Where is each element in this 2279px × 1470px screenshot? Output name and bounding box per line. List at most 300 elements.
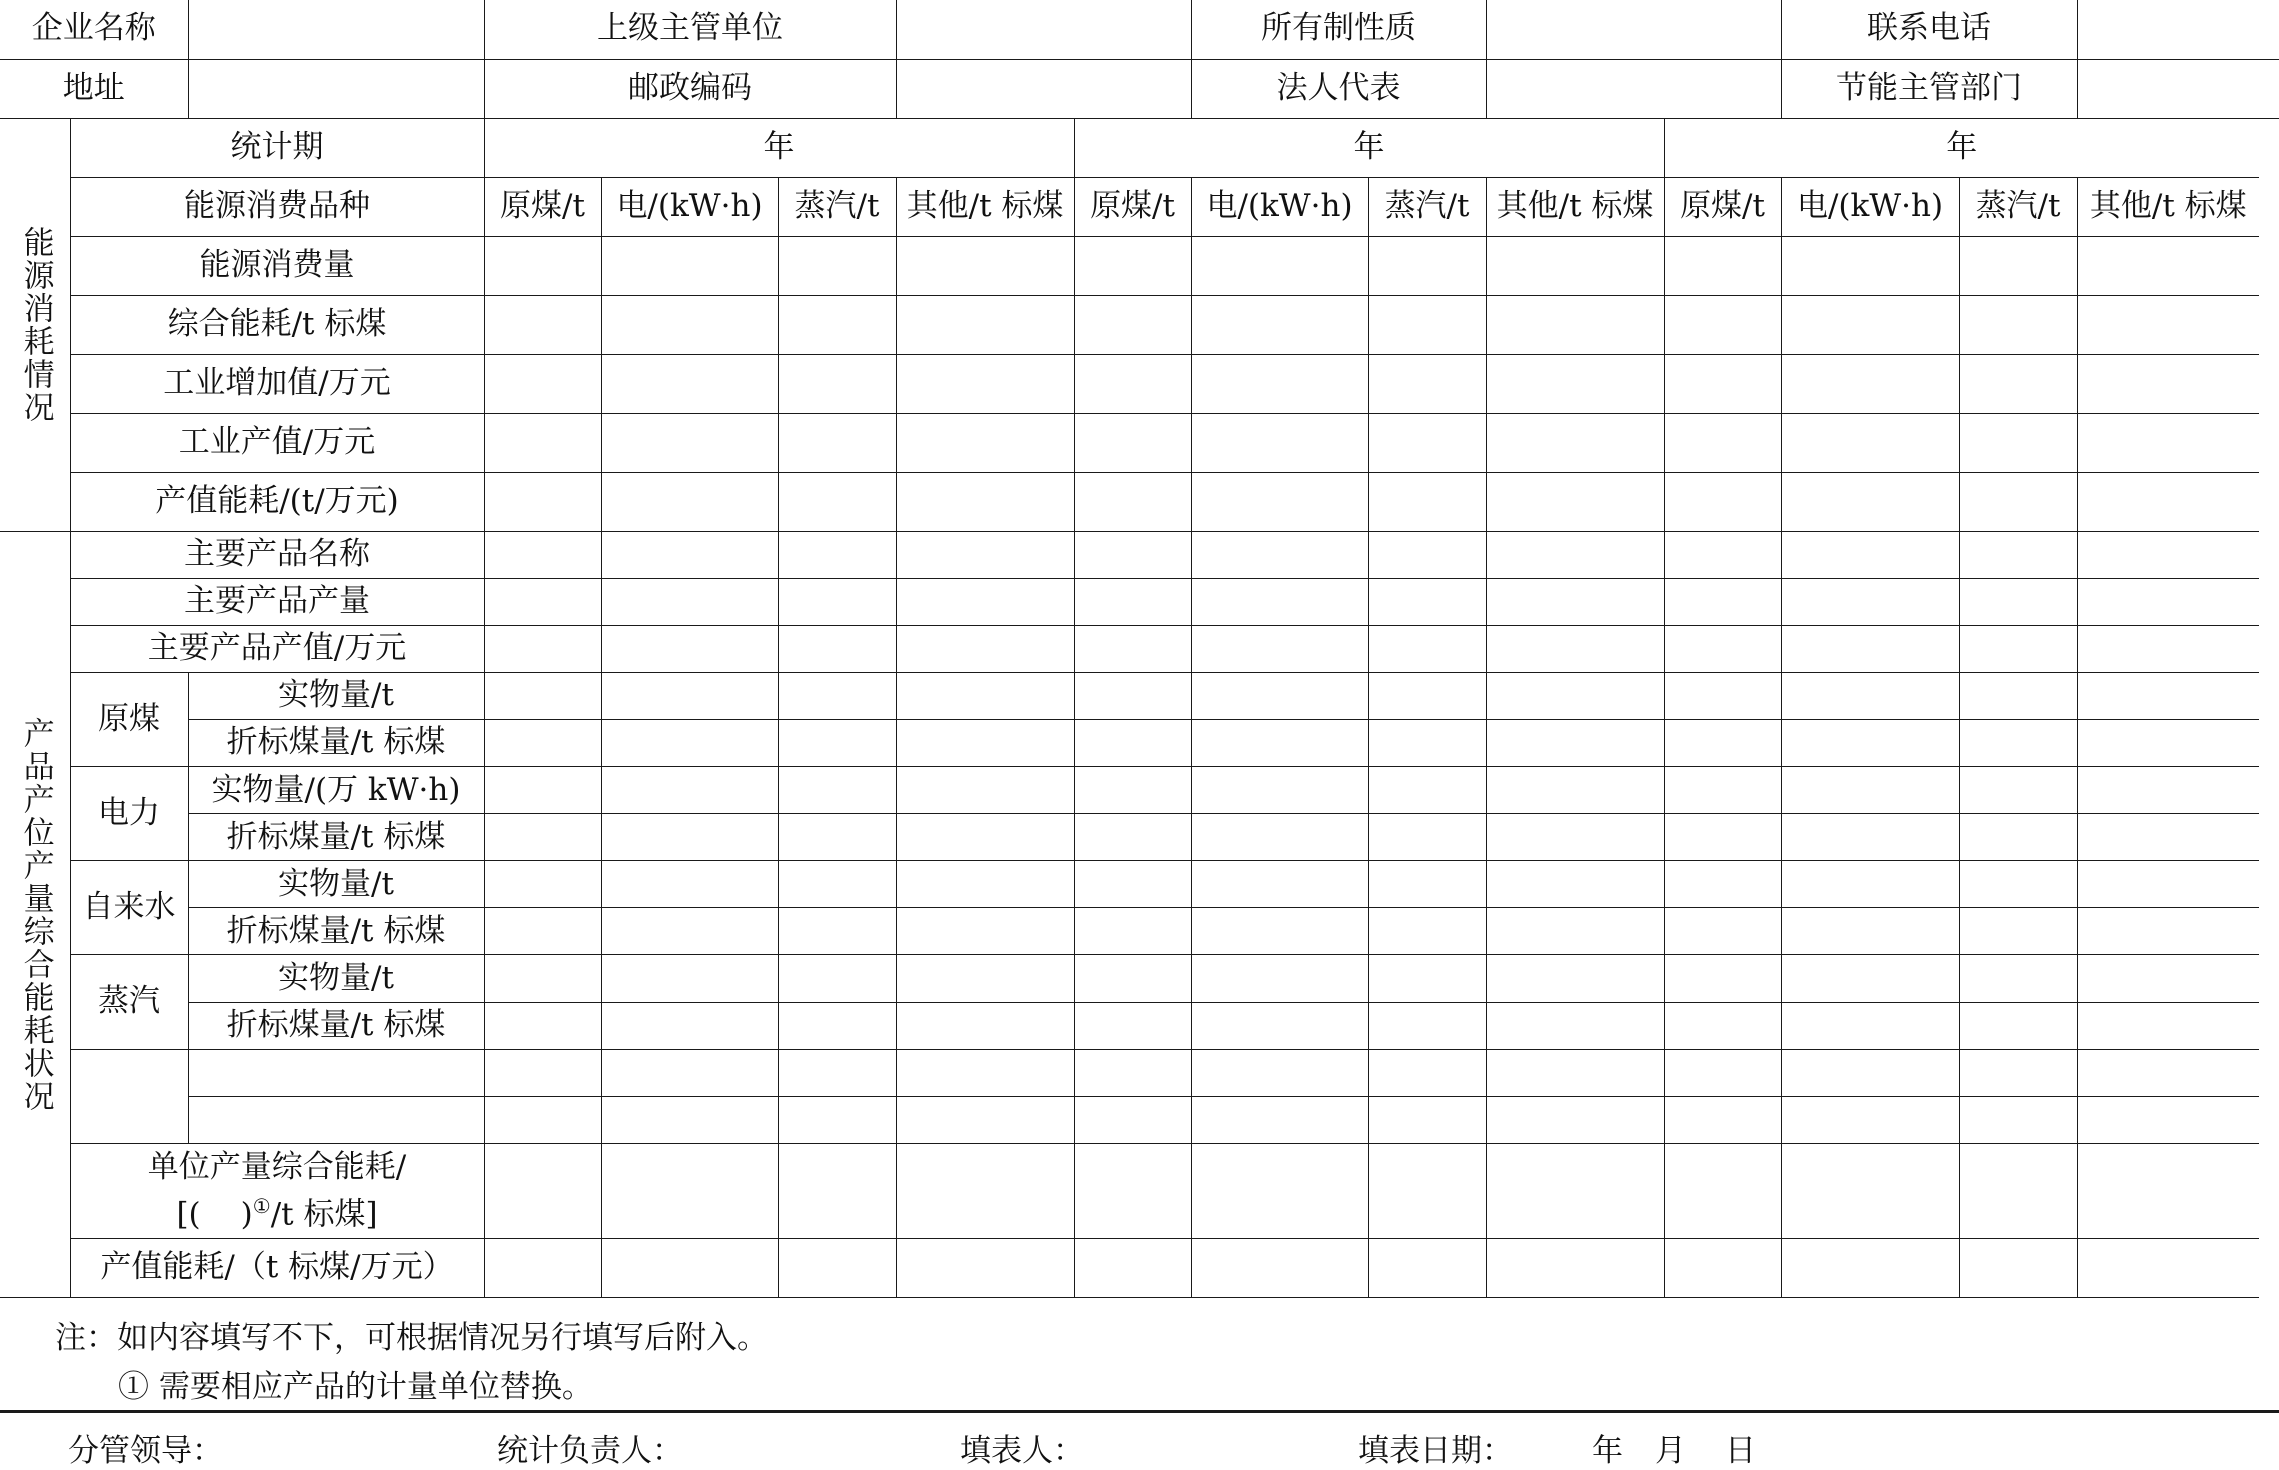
- data-cell[interactable]: [484, 908, 601, 955]
- data-cell[interactable]: [778, 1049, 896, 1096]
- item-physical-quantity: 实物量/t: [188, 955, 484, 1002]
- data-cell[interactable]: [896, 236, 1074, 295]
- data-cell[interactable]: [601, 579, 778, 626]
- data-cell[interactable]: [1368, 720, 1486, 767]
- energy-dept-label: 节能主管部门: [1781, 59, 2077, 118]
- data-cell[interactable]: [2077, 955, 2259, 1002]
- data-cell[interactable]: [896, 532, 1074, 579]
- period-year-2: 年: [1074, 118, 1664, 177]
- data-cell[interactable]: [601, 1143, 778, 1238]
- data-cell[interactable]: [1368, 1096, 1486, 1143]
- data-cell[interactable]: [2077, 861, 2259, 908]
- data-cell[interactable]: [1074, 908, 1191, 955]
- data-cell[interactable]: [2077, 720, 2259, 767]
- data-cell[interactable]: [778, 955, 896, 1002]
- data-cell[interactable]: [601, 767, 778, 814]
- data-cell[interactable]: [1486, 1143, 1664, 1238]
- data-cell[interactable]: [1368, 626, 1486, 673]
- data-cell[interactable]: [484, 673, 601, 720]
- data-cell[interactable]: [1486, 532, 1664, 579]
- table-row: [0, 579, 2279, 626]
- data-cell[interactable]: [1664, 413, 1781, 472]
- data-cell[interactable]: [1486, 908, 1664, 955]
- item-blank[interactable]: [188, 1049, 484, 1096]
- data-cell[interactable]: [1959, 908, 2077, 955]
- data-cell[interactable]: [1664, 1049, 1781, 1096]
- data-cell[interactable]: [1074, 473, 1191, 532]
- data-cell[interactable]: [896, 673, 1074, 720]
- data-cell[interactable]: [778, 354, 896, 413]
- data-cell[interactable]: [484, 720, 601, 767]
- row-label-value-consumption: 产值能耗/（t 标煤/万元）: [70, 1238, 484, 1297]
- table-row: [0, 861, 2279, 908]
- data-cell[interactable]: [1074, 295, 1191, 354]
- data-cell[interactable]: [601, 236, 778, 295]
- data-cell[interactable]: [1959, 814, 2077, 861]
- data-cell[interactable]: [1486, 955, 1664, 1002]
- variety-label: 能源消费品种: [70, 177, 484, 236]
- data-cell[interactable]: [1074, 532, 1191, 579]
- data-cell[interactable]: [2077, 354, 2259, 413]
- item-standard-coal: 折标煤量/t 标煤: [188, 720, 484, 767]
- data-cell[interactable]: [778, 626, 896, 673]
- data-cell[interactable]: [1959, 673, 2077, 720]
- date-month: 月: [1655, 1433, 1686, 1469]
- data-cell[interactable]: [484, 626, 601, 673]
- data-cell[interactable]: [2077, 1238, 2259, 1297]
- data-cell[interactable]: [1959, 579, 2077, 626]
- data-cell[interactable]: [1959, 955, 2077, 1002]
- row-label-industrial-added-value: 工业增加值/万元: [70, 354, 484, 413]
- data-cell[interactable]: [601, 473, 778, 532]
- data-cell[interactable]: [601, 295, 778, 354]
- table-row: [0, 1238, 2279, 1297]
- address-field[interactable]: [188, 59, 484, 118]
- row-label-product-value: 主要产品产值/万元: [70, 626, 484, 673]
- data-cell[interactable]: [1074, 236, 1191, 295]
- filler-label: 填表人：: [960, 1433, 1084, 1469]
- data-cell[interactable]: [1368, 413, 1486, 472]
- data-cell[interactable]: [484, 532, 601, 579]
- data-cell[interactable]: [601, 673, 778, 720]
- data-cell[interactable]: [1191, 532, 1368, 579]
- data-cell[interactable]: [1368, 814, 1486, 861]
- data-cell[interactable]: [1074, 354, 1191, 413]
- data-cell[interactable]: [1781, 1238, 1959, 1297]
- data-cell[interactable]: [896, 1049, 1074, 1096]
- data-cell[interactable]: [1074, 1002, 1191, 1049]
- data-cell[interactable]: [1664, 579, 1781, 626]
- data-cell[interactable]: [1486, 295, 1664, 354]
- data-cell[interactable]: [484, 413, 601, 472]
- data-cell[interactable]: [778, 1096, 896, 1143]
- data-cell[interactable]: [2077, 579, 2259, 626]
- row-label-unit-consumption: [70, 1143, 484, 1238]
- data-cell[interactable]: [1368, 236, 1486, 295]
- data-cell[interactable]: [896, 814, 1074, 861]
- data-cell[interactable]: [1959, 1002, 2077, 1049]
- period-year-3: 年: [1664, 118, 2259, 177]
- data-cell[interactable]: [1191, 413, 1368, 472]
- data-cell[interactable]: [1074, 1238, 1191, 1297]
- data-cell[interactable]: [484, 236, 601, 295]
- data-cell[interactable]: [896, 295, 1074, 354]
- data-cell[interactable]: [2077, 673, 2259, 720]
- table-row: [0, 955, 2279, 1002]
- data-cell[interactable]: [778, 908, 896, 955]
- data-cell[interactable]: [1781, 354, 1959, 413]
- data-cell[interactable]: [1074, 720, 1191, 767]
- data-cell[interactable]: [1074, 1049, 1191, 1096]
- data-cell[interactable]: [1074, 626, 1191, 673]
- data-cell[interactable]: [1781, 673, 1959, 720]
- data-cell[interactable]: [601, 720, 778, 767]
- data-cell[interactable]: [484, 354, 601, 413]
- phone-field[interactable]: [2077, 0, 2279, 59]
- data-cell[interactable]: [601, 1096, 778, 1143]
- postal-code-field[interactable]: [896, 59, 1191, 118]
- data-cell[interactable]: [1959, 1143, 2077, 1238]
- data-cell[interactable]: [1664, 720, 1781, 767]
- data-cell[interactable]: [1191, 1002, 1368, 1049]
- data-cell[interactable]: [2077, 1002, 2259, 1049]
- data-cell[interactable]: [601, 955, 778, 1002]
- table-row: [0, 473, 2279, 532]
- variety-coal: 原煤/t: [484, 177, 601, 236]
- data-cell[interactable]: [2077, 295, 2259, 354]
- data-cell[interactable]: [2077, 1096, 2259, 1143]
- data-cell[interactable]: [1664, 955, 1781, 1002]
- unit-consumption-line1: 单位产量综合能耗/: [147, 1149, 407, 1186]
- data-cell[interactable]: [778, 1002, 896, 1049]
- table-row: [0, 673, 2279, 720]
- data-cell[interactable]: [1781, 532, 1959, 579]
- data-cell[interactable]: [1959, 532, 2077, 579]
- data-cell[interactable]: [778, 295, 896, 354]
- data-cell[interactable]: [896, 1096, 1074, 1143]
- data-cell[interactable]: [1368, 1049, 1486, 1096]
- data-cell[interactable]: [1486, 354, 1664, 413]
- data-cell[interactable]: [1781, 473, 1959, 532]
- energy-dept-field[interactable]: [2077, 59, 2279, 118]
- table-row: [0, 354, 2279, 413]
- data-cell[interactable]: [1959, 720, 2077, 767]
- data-cell[interactable]: [1664, 673, 1781, 720]
- product-section-title: 产品产位产量综合能耗状况: [0, 532, 70, 1298]
- data-cell[interactable]: [778, 1143, 896, 1238]
- data-cell[interactable]: [1486, 673, 1664, 720]
- note-line-1: 注：如内容填写不下，可根据情况另行填写后附入。: [55, 1320, 768, 1356]
- data-cell[interactable]: [601, 626, 778, 673]
- data-cell[interactable]: [601, 814, 778, 861]
- data-cell[interactable]: [1191, 473, 1368, 532]
- data-cell[interactable]: [1664, 1238, 1781, 1297]
- data-cell[interactable]: [1368, 1238, 1486, 1297]
- ownership-label: 所有制性质: [1191, 0, 1486, 59]
- data-cell[interactable]: [1781, 579, 1959, 626]
- data-cell[interactable]: [1191, 579, 1368, 626]
- data-cell[interactable]: [1664, 861, 1781, 908]
- data-cell[interactable]: [2077, 532, 2259, 579]
- data-cell[interactable]: [1191, 354, 1368, 413]
- data-cell[interactable]: [601, 861, 778, 908]
- data-cell[interactable]: [1074, 955, 1191, 1002]
- data-cell[interactable]: [1486, 814, 1664, 861]
- data-cell[interactable]: [1486, 861, 1664, 908]
- data-cell[interactable]: [1959, 236, 2077, 295]
- data-cell[interactable]: [484, 1049, 601, 1096]
- data-cell[interactable]: [601, 1238, 778, 1297]
- data-cell[interactable]: [1486, 236, 1664, 295]
- data-cell[interactable]: [601, 413, 778, 472]
- period-year-1: 年: [484, 118, 1074, 177]
- data-cell[interactable]: [2077, 814, 2259, 861]
- data-cell[interactable]: [1664, 532, 1781, 579]
- data-cell[interactable]: [484, 1096, 601, 1143]
- data-cell[interactable]: [1074, 1096, 1191, 1143]
- data-cell[interactable]: [1959, 354, 2077, 413]
- row-label-product-name: 主要产品名称: [70, 532, 484, 579]
- data-cell[interactable]: [484, 1143, 601, 1238]
- data-cell[interactable]: [1664, 1002, 1781, 1049]
- group-label-tap-water: 自来水: [70, 861, 188, 955]
- data-cell[interactable]: [896, 626, 1074, 673]
- supervisor-unit-field[interactable]: [896, 0, 1191, 59]
- data-cell[interactable]: [896, 908, 1074, 955]
- data-cell[interactable]: [1959, 626, 2077, 673]
- data-cell[interactable]: [1486, 1049, 1664, 1096]
- data-cell[interactable]: [1368, 473, 1486, 532]
- data-cell[interactable]: [484, 473, 601, 532]
- data-cell[interactable]: [1959, 861, 2077, 908]
- row-label-industrial-output: 工业产值/万元: [70, 413, 484, 472]
- data-cell[interactable]: [484, 814, 601, 861]
- table-row: [0, 532, 2279, 579]
- address-label: 地址: [0, 59, 188, 118]
- data-cell[interactable]: [1191, 1096, 1368, 1143]
- data-cell[interactable]: [1191, 1238, 1368, 1297]
- data-cell[interactable]: [1368, 1143, 1486, 1238]
- data-cell[interactable]: [1664, 473, 1781, 532]
- data-cell[interactable]: [1486, 579, 1664, 626]
- data-cell[interactable]: [778, 720, 896, 767]
- enterprise-name-field[interactable]: [188, 0, 484, 59]
- enterprise-name-label: 企业名称: [0, 0, 188, 59]
- data-cell[interactable]: [1074, 579, 1191, 626]
- data-cell[interactable]: [484, 861, 601, 908]
- data-cell[interactable]: [1074, 673, 1191, 720]
- data-cell[interactable]: [1959, 1238, 2077, 1297]
- postal-code-label: 邮政编码: [484, 59, 896, 118]
- data-cell[interactable]: [778, 579, 896, 626]
- data-cell[interactable]: [1486, 1002, 1664, 1049]
- data-cell[interactable]: [1959, 295, 2077, 354]
- data-cell[interactable]: [1191, 861, 1368, 908]
- data-cell[interactable]: [1781, 1143, 1959, 1238]
- data-cell[interactable]: [896, 955, 1074, 1002]
- data-cell[interactable]: [1664, 1096, 1781, 1143]
- data-cell[interactable]: [1368, 295, 1486, 354]
- data-cell[interactable]: [1191, 955, 1368, 1002]
- ownership-field[interactable]: [1486, 0, 1781, 59]
- data-cell[interactable]: [1191, 673, 1368, 720]
- data-cell[interactable]: [1781, 955, 1959, 1002]
- item-blank[interactable]: [188, 1096, 484, 1143]
- data-cell[interactable]: [1781, 295, 1959, 354]
- data-cell[interactable]: [2077, 413, 2259, 472]
- variety-coal: 原煤/t: [1074, 177, 1191, 236]
- data-cell[interactable]: [896, 1238, 1074, 1297]
- data-cell[interactable]: [1959, 413, 2077, 472]
- data-cell[interactable]: [1191, 236, 1368, 295]
- data-cell[interactable]: [1368, 908, 1486, 955]
- data-cell[interactable]: [778, 814, 896, 861]
- data-cell[interactable]: [484, 579, 601, 626]
- data-cell[interactable]: [1664, 908, 1781, 955]
- table-row: [0, 236, 2279, 295]
- data-cell[interactable]: [1781, 767, 1959, 814]
- data-cell[interactable]: [1781, 626, 1959, 673]
- data-cell[interactable]: [1486, 413, 1664, 472]
- data-cell[interactable]: [601, 532, 778, 579]
- table-row: [0, 1002, 2279, 1049]
- data-cell[interactable]: [778, 673, 896, 720]
- data-cell[interactable]: [1191, 908, 1368, 955]
- data-cell[interactable]: [1191, 295, 1368, 354]
- table-row: [0, 1049, 2279, 1096]
- table-row: [0, 1143, 2279, 1238]
- period-label: 统计期: [70, 118, 484, 177]
- data-cell[interactable]: [1191, 1049, 1368, 1096]
- data-cell[interactable]: [1781, 720, 1959, 767]
- data-cell[interactable]: [1781, 1049, 1959, 1096]
- data-cell[interactable]: [778, 1238, 896, 1297]
- data-cell[interactable]: [1664, 354, 1781, 413]
- data-cell[interactable]: [1781, 1002, 1959, 1049]
- data-cell[interactable]: [1781, 814, 1959, 861]
- data-cell[interactable]: [778, 236, 896, 295]
- data-cell[interactable]: [1368, 955, 1486, 1002]
- data-cell[interactable]: [1074, 1143, 1191, 1238]
- data-cell[interactable]: [601, 1002, 778, 1049]
- data-cell[interactable]: [2077, 1049, 2259, 1096]
- data-cell[interactable]: [1191, 1143, 1368, 1238]
- data-cell[interactable]: [1664, 814, 1781, 861]
- energy-section-title: 能源消耗情况: [0, 118, 70, 531]
- data-cell[interactable]: [1368, 1002, 1486, 1049]
- data-cell[interactable]: [1191, 767, 1368, 814]
- unit-consumption-bracket-open: [(: [176, 1195, 201, 1232]
- data-cell[interactable]: [1368, 673, 1486, 720]
- data-cell[interactable]: [601, 354, 778, 413]
- data-cell[interactable]: [1486, 1238, 1664, 1297]
- data-cell[interactable]: [896, 579, 1074, 626]
- data-cell[interactable]: [601, 1049, 778, 1096]
- data-cell[interactable]: [1074, 861, 1191, 908]
- data-cell[interactable]: [1959, 473, 2077, 532]
- data-cell[interactable]: [896, 413, 1074, 472]
- data-cell[interactable]: [896, 354, 1074, 413]
- data-cell[interactable]: [778, 532, 896, 579]
- data-cell[interactable]: [484, 1002, 601, 1049]
- unit-consumption-unit: /t 标煤]: [270, 1195, 378, 1232]
- data-cell[interactable]: [1074, 413, 1191, 472]
- data-cell[interactable]: [1781, 861, 1959, 908]
- data-cell[interactable]: [896, 861, 1074, 908]
- data-cell[interactable]: [1781, 1096, 1959, 1143]
- data-cell[interactable]: [1368, 354, 1486, 413]
- legal-rep-field[interactable]: [1486, 59, 1781, 118]
- data-cell[interactable]: [1664, 767, 1781, 814]
- data-cell[interactable]: [1781, 908, 1959, 955]
- data-cell[interactable]: [1781, 236, 1959, 295]
- data-cell[interactable]: [2077, 908, 2259, 955]
- data-cell[interactable]: [896, 1143, 1074, 1238]
- data-cell[interactable]: [1959, 767, 2077, 814]
- row-label-energy-consumption: 能源消费量: [70, 236, 484, 295]
- data-cell[interactable]: [484, 767, 601, 814]
- footnote-marker: ①: [252, 1193, 271, 1218]
- data-cell[interactable]: [1664, 295, 1781, 354]
- data-cell[interactable]: [484, 1238, 601, 1297]
- supervisor-unit-label: 上级主管单位: [484, 0, 896, 59]
- data-cell[interactable]: [1074, 767, 1191, 814]
- data-cell[interactable]: [601, 908, 778, 955]
- data-cell[interactable]: [1959, 1096, 2077, 1143]
- data-cell[interactable]: [2077, 626, 2259, 673]
- data-cell[interactable]: [1486, 1096, 1664, 1143]
- data-cell[interactable]: [896, 1002, 1074, 1049]
- data-cell[interactable]: [1664, 1143, 1781, 1238]
- group-label-blank[interactable]: [70, 1049, 188, 1143]
- data-cell[interactable]: [1486, 473, 1664, 532]
- data-cell[interactable]: [484, 955, 601, 1002]
- data-cell[interactable]: [1074, 814, 1191, 861]
- variety-electricity: 电/(kW·h): [601, 177, 778, 236]
- data-cell[interactable]: [778, 861, 896, 908]
- data-cell[interactable]: [896, 767, 1074, 814]
- data-cell[interactable]: [1368, 579, 1486, 626]
- data-cell[interactable]: [2077, 767, 2259, 814]
- data-cell[interactable]: [1959, 1049, 2077, 1096]
- data-cell[interactable]: [1486, 626, 1664, 673]
- data-cell[interactable]: [1664, 626, 1781, 673]
- data-cell[interactable]: [896, 720, 1074, 767]
- variety-other: 其他/t 标煤: [1486, 177, 1664, 236]
- data-cell[interactable]: [1368, 767, 1486, 814]
- data-cell[interactable]: [2077, 236, 2259, 295]
- data-cell[interactable]: [1368, 532, 1486, 579]
- data-cell[interactable]: [778, 413, 896, 472]
- data-cell[interactable]: [1781, 413, 1959, 472]
- data-cell[interactable]: [1368, 861, 1486, 908]
- data-cell[interactable]: [1486, 720, 1664, 767]
- data-cell[interactable]: [484, 295, 601, 354]
- data-cell[interactable]: [1191, 626, 1368, 673]
- data-cell[interactable]: [1191, 720, 1368, 767]
- data-cell[interactable]: [896, 473, 1074, 532]
- row-label-output-energy-consumption: 产值能耗/(t/万元): [70, 473, 484, 532]
- data-cell[interactable]: [1486, 767, 1664, 814]
- data-cell[interactable]: [1191, 814, 1368, 861]
- data-cell[interactable]: [2077, 473, 2259, 532]
- item-standard-coal: 折标煤量/t 标煤: [188, 908, 484, 955]
- data-cell[interactable]: [1664, 236, 1781, 295]
- data-cell[interactable]: [2077, 1143, 2259, 1238]
- phone-label: 联系电话: [1781, 0, 2077, 59]
- data-cell[interactable]: [778, 767, 896, 814]
- data-cell[interactable]: [778, 473, 896, 532]
